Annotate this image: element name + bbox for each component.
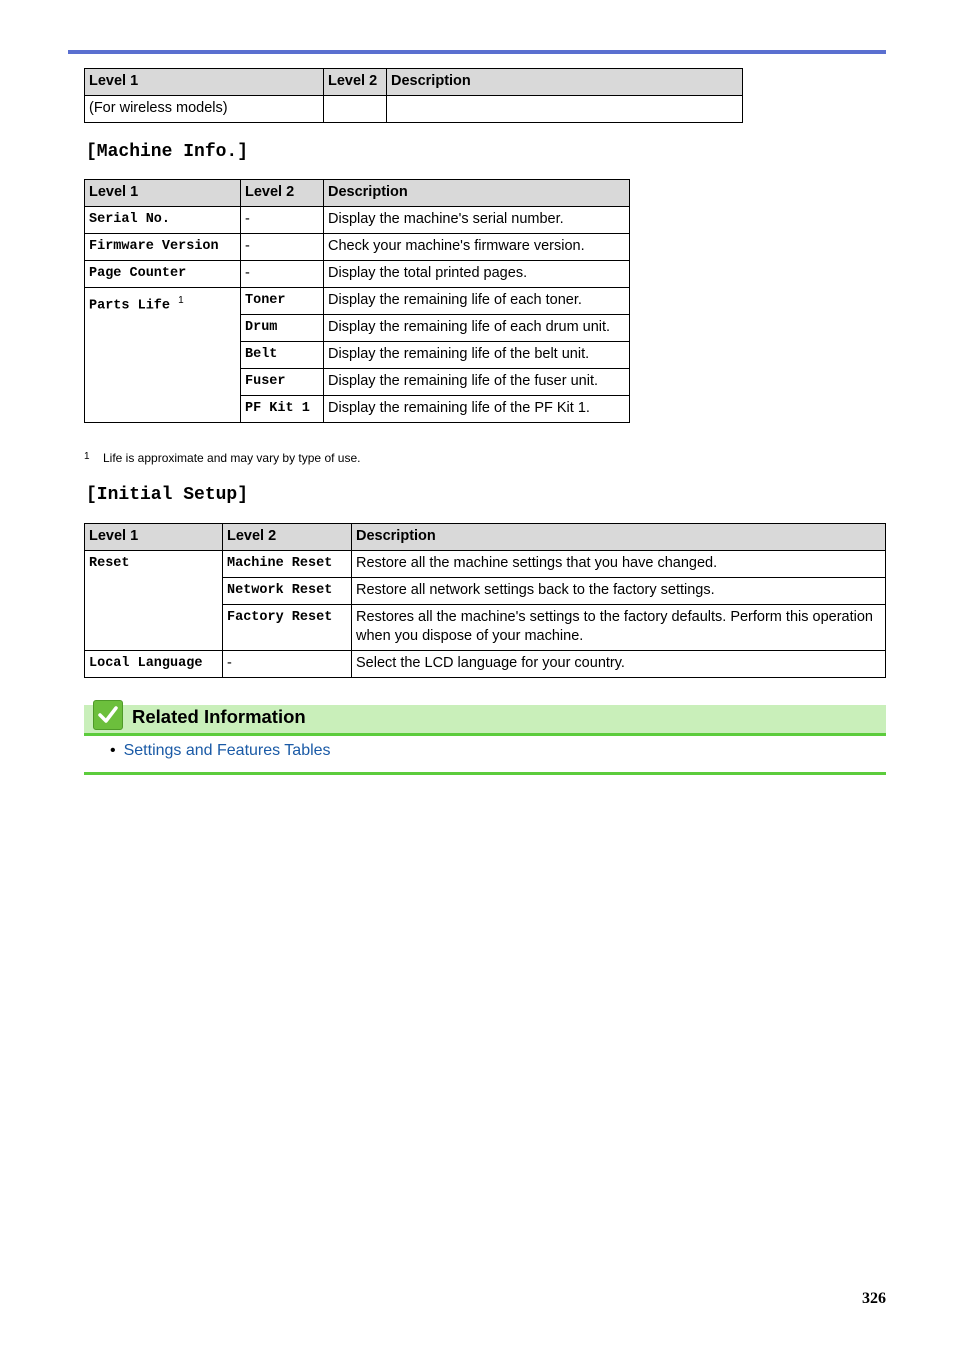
cell-description	[387, 96, 743, 123]
wireless-continuation-table	[84, 68, 743, 123]
page-number: 326	[862, 1290, 886, 1307]
cell-level2: Fuser	[241, 369, 324, 396]
cell-level2: -	[223, 651, 352, 678]
header-level1: Level 1	[85, 524, 223, 551]
cell-description: Select the LCD language for your country.	[352, 651, 886, 678]
cell-level2: Machine Reset	[223, 551, 352, 578]
cell-reset: Reset	[85, 551, 223, 651]
machine-info-table	[84, 179, 630, 423]
table-header-row	[85, 524, 886, 551]
footnote-ref: 1	[178, 295, 184, 306]
table-header-row	[85, 69, 743, 96]
header-description: Description	[352, 524, 886, 551]
table-row	[85, 651, 886, 678]
initial-setup-heading: [Initial Setup]	[86, 485, 249, 505]
header-level2: Level 2	[324, 69, 387, 96]
machine-info-heading: [Machine Info.]	[86, 142, 249, 162]
cell-description: Display the machine's serial number.	[324, 207, 630, 234]
header-description: Description	[324, 180, 630, 207]
related-information-title: Related Information	[132, 706, 306, 727]
settings-and-features-tables-link[interactable]: Settings and Features Tables	[123, 742, 331, 759]
cell-description: Display the remaining life of each drum unit.	[324, 315, 630, 342]
table-row	[85, 551, 886, 578]
cell-description: Restores all the machine's settings to the factory defaults. Perform this operation when you dispose of your machine.	[352, 605, 886, 651]
footnote-number: 1	[84, 451, 90, 462]
table-row	[85, 234, 630, 261]
footnote	[84, 451, 360, 465]
cell-description: Display the remaining life of the belt unit.	[324, 342, 630, 369]
table-row	[85, 96, 743, 123]
header-level1: Level 1	[85, 69, 324, 96]
cell-level1: Firmware Version	[85, 234, 241, 261]
cell-level1: Serial No.	[85, 207, 241, 234]
footnote-text: Life is approximate and may vary by type of use.	[103, 451, 361, 465]
parts-life-label: Parts Life	[89, 298, 171, 314]
table-row	[85, 261, 630, 288]
cell-description: Display the remaining life of each toner.	[324, 288, 630, 315]
table-row	[85, 207, 630, 234]
cell-level2: Factory Reset	[223, 605, 352, 651]
cell-level2: -	[241, 207, 324, 234]
cell-description: Restore all network settings back to the factory settings.	[352, 578, 886, 605]
cell-level2: -	[241, 234, 324, 261]
top-rule	[68, 50, 886, 54]
check-icon	[93, 700, 123, 730]
cell-level2: Network Reset	[223, 578, 352, 605]
cell-level2: Toner	[241, 288, 324, 315]
cell-description: Display the remaining life of the fuser unit.	[324, 369, 630, 396]
cell-level2: Drum	[241, 315, 324, 342]
cell-level1: Local Language	[85, 651, 223, 678]
cell-parts-life	[85, 288, 241, 423]
header-level2: Level 2	[223, 524, 352, 551]
list-item	[110, 742, 331, 760]
table-header-row	[85, 180, 630, 207]
initial-setup-table	[84, 523, 886, 678]
cell-level1: Page Counter	[85, 261, 241, 288]
header-level1: Level 1	[85, 180, 241, 207]
bottom-rule	[84, 772, 886, 775]
cell-level2: -	[241, 261, 324, 288]
header-description: Description	[387, 69, 743, 96]
cell-level2: PF Kit 1	[241, 396, 324, 423]
cell-description: Restore all the machine settings that you have changed.	[352, 551, 886, 578]
related-information-bar	[84, 705, 886, 736]
cell-description: Display the total printed pages.	[324, 261, 630, 288]
cell-description: Display the remaining life of the PF Kit 1.	[324, 396, 630, 423]
header-level2: Level 2	[241, 180, 324, 207]
cell-level2: Belt	[241, 342, 324, 369]
related-links-list	[110, 742, 331, 760]
cell-level1: (For wireless models)	[85, 96, 324, 123]
cell-description: Check your machine's firmware version.	[324, 234, 630, 261]
table-row	[85, 288, 630, 315]
cell-level2	[324, 96, 387, 123]
